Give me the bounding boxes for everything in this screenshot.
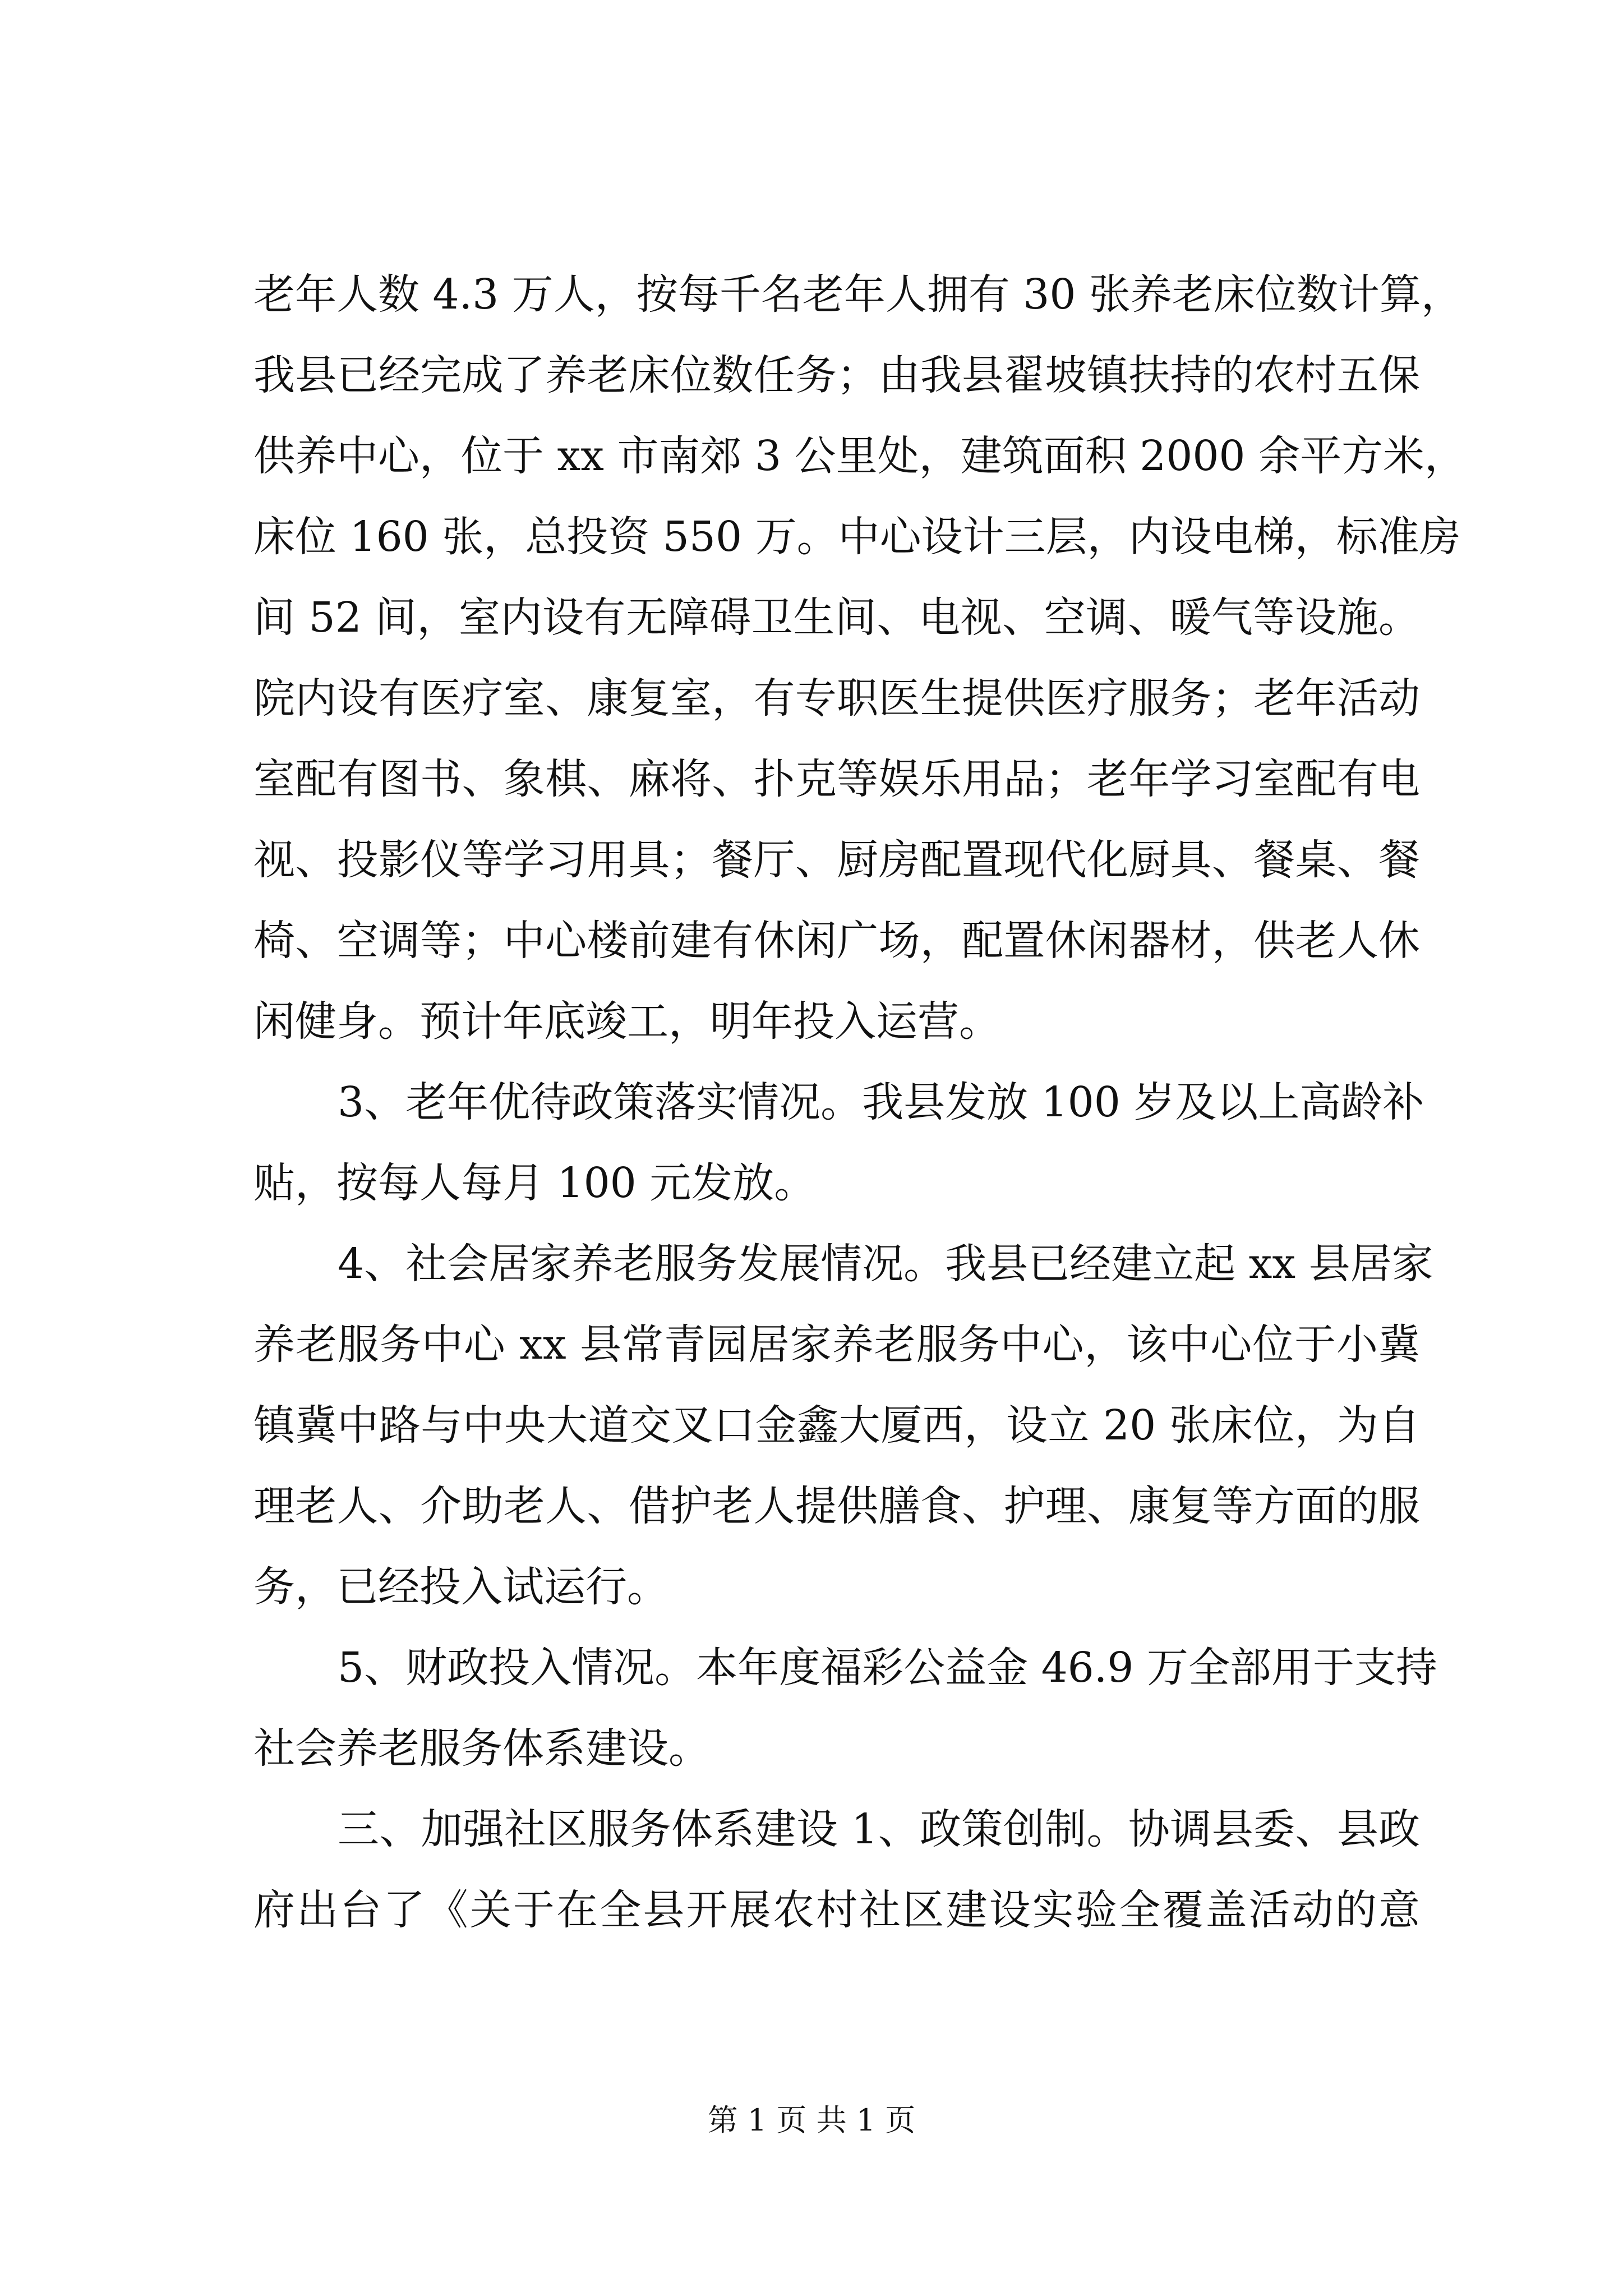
text-line-20: 三、加强社区服务体系建设 1、政策创制。协调县委、县政 (338, 1805, 1420, 1853)
text-line-19: 社会养老服务体系建设。 (253, 1724, 710, 1773)
text-line-3: 供养中心，位于 xx 市南郊 3 公里处，建筑面积 2000 余平方米， (253, 432, 1467, 480)
text-line-5: 间 52 间，室内设有无障碍卫生间、电视、空调、暖气等设施。 (253, 593, 1420, 642)
text-line-6: 院内设有医疗室、康复室，有专职医生提供医疗服务；老年活动 (253, 674, 1420, 723)
text-line-18: 5、财政投入情况。本年度福彩公益金 46.9 万全部用于支持 (338, 1644, 1437, 1692)
page-footer: 第 1 页 共 1 页 (707, 2102, 916, 2138)
text-line-2: 我县已经完成了养老床位数任务；由我县翟坡镇扶持的农村五保 (253, 351, 1420, 399)
text-line-14: 养老服务中心 xx 县常青园居家养老服务中心，该中心位于小冀 (253, 1320, 1420, 1369)
text-line-12: 贴，按每人每月 100 元发放。 (253, 1159, 816, 1207)
text-line-11: 3、老年优待政策落实情况。我县发放 100 岁及以上高龄补 (338, 1078, 1424, 1126)
text-line-16: 理老人、介助老人、借护老人提供膳食、护理、康复等方面的服 (253, 1482, 1420, 1530)
text-line-17: 务，已经投入试运行。 (253, 1563, 668, 1611)
text-line-15: 镇冀中路与中央大道交叉口金鑫大厦西，设立 20 张床位，为自 (253, 1401, 1420, 1450)
text-line-9: 椅、空调等；中心楼前建有休闲广场，配置休闲器材，供老人休 (253, 917, 1420, 965)
text-line-8: 视、投影仪等学习用具；餐厅、厨房配置现代化厨具、餐桌、餐 (253, 836, 1420, 884)
text-line-21: 府出台了《关于在全县开展农村社区建设实验全覆盖活动的意 (253, 1886, 1420, 1934)
text-line-1: 老年人数 4.3 万人，按每千名老年人拥有 30 张养老床位数计算， (253, 270, 1463, 319)
text-line-4: 床位 160 张，总投资 550 万。中心设计三层，内设电梯，标准房 (253, 513, 1461, 561)
text-line-7: 室配有图书、象棋、麻将、扑克等娱乐用品；老年学习室配有电 (253, 755, 1420, 803)
text-line-10: 闲健身。预计年底竣工，明年投入运营。 (253, 997, 1000, 1046)
text-line-13: 4、社会居家养老服务发展情况。我县已经建立起 xx 县居家 (338, 1240, 1433, 1288)
